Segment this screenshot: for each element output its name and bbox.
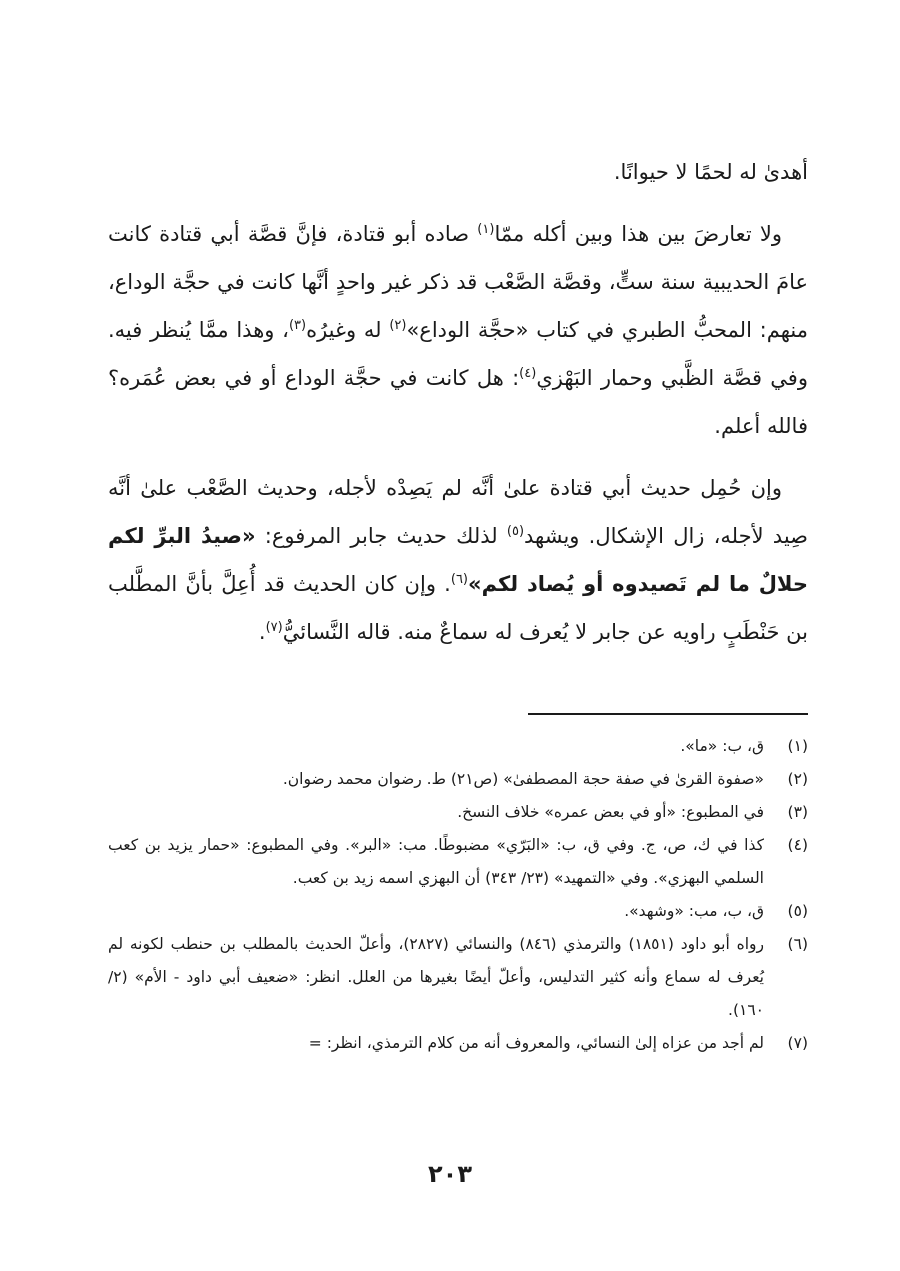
hadith-quote: «صيدُ البرِّ لكم حلالٌ ما لم تَصيدوه أو يُصاد لكم»: [108, 524, 809, 596]
footnote-number: (٣): [787, 803, 808, 821]
footnote-text: «صفوة القرىٰ في صفة حجة المصطفىٰ» (ص٢١) ط. رضوان محمد رضوان.: [282, 770, 764, 788]
footnote-text: في المطبوع: «أو في بعض عمره» خلاف النسخ.: [457, 803, 764, 821]
text-run: ، وهذا ممَّا يُنظر فيه. وفي قصَّة الظَّبي وحمار البَهْزي: [108, 318, 808, 390]
paragraph-2: [108, 210, 808, 450]
paragraph-1: أهدىٰ له لحمًا لا حيوانًا.: [613, 160, 808, 184]
footnote-number: (٤): [787, 836, 808, 854]
footnote-number: (٦): [787, 935, 808, 953]
text-run: ولا تعارضَ بين هذا وبين أكله ممّا: [494, 222, 782, 246]
footnote-item: [108, 730, 808, 763]
footnote-ref-3: (٣): [288, 318, 307, 333]
text-run: لذلك حديث جابر المرفوع:: [255, 524, 507, 548]
footnote-text: كذا في ك، ص، ج. وفي ق، ب: «البَرّي» مضبوطًا. مب: «البر». وفي المطبوع: «حمار يزيد بن كعب السلمي البهزي». وفي «التمهيد» (٢٣/ ٣٤٣) أن البهزي اسمه زيد بن كعب.: [108, 836, 764, 887]
footnote-text: ق، ب، مب: «وشهد».: [624, 902, 764, 920]
footnote-ref-1: (١): [477, 222, 495, 237]
text-run: . وإن كان الحديث قد أُعِلَّ بأنَّ المطَّلب بن حَنْطَبٍ راويه عن جابر لا يُعرف له سماعٌ منه. قاله النَّسائيُّ: [108, 572, 808, 644]
main-text: [108, 148, 808, 670]
text-run: له وغيرُه: [306, 318, 390, 342]
text-run: .: [258, 620, 266, 644]
paragraph-3: [108, 464, 808, 656]
footnotes-list: [108, 730, 808, 1060]
footnote-text: لم أجد من عزاه إلىٰ النسائي، والمعروف أنه من كلام الترمذي، انظر: =: [308, 1034, 764, 1052]
footnote-item: [108, 829, 808, 895]
footnote-number: (٧): [787, 1034, 808, 1052]
footnote-number: (١): [787, 737, 808, 755]
footnote-text: رواه أبو داود (١٨٥١) والترمذي (٨٤٦) والنسائي (٢٨٢٧)، وأعلّ الحديث بالمطلب بن حنطب لكونه لم يُعرف له سماع وأنه كثير التدليس، وأعلّ أيضًا بغيرها من العلل. انظر: «ضعيف أبي داود - الأم» (٢/ ١٦٠).: [108, 935, 764, 1019]
footnote-ref-5: (٥): [506, 524, 525, 539]
text-run: : هل كانت في حجَّة الوداع أو في بعض عُمَره؟ فالله أعلم.: [108, 366, 808, 438]
footnote-ref-2: (٢): [389, 318, 407, 333]
footnote-ref-4: (٤): [519, 366, 537, 381]
footnote-text: ق، ب: «ما».: [680, 737, 764, 755]
text-run: صاده أبو قتادة، فإنَّ قصَّة أبي قتادة كانت عامَ الحديبية سنة ستٍّ، وقصَّة الصَّعْب قد ذكر غير واحدٍ أنَّها كانت في حجَّة الوداع، منهم: المحبُّ الطبري في كتاب «حجَّة الوداع»: [108, 222, 808, 342]
footnote-divider: [528, 713, 808, 715]
text-run: وإن حُمِل حديث أبي قتادة علىٰ أنَّه لم يَصِدْه لأجله، وحديث الصَّعْب علىٰ أنَّه صِيد لأجله، زال الإشكال. ويشهد: [108, 476, 808, 548]
footnote-item: [108, 796, 808, 829]
footnote-ref-6: (٦): [450, 572, 468, 587]
footnote-number: (٢): [787, 770, 808, 788]
footnote-item: [108, 895, 808, 928]
page-number: ٢٠٣: [428, 1160, 472, 1188]
footnote-item: [108, 1027, 808, 1060]
footnote-ref-7: (٧): [265, 620, 283, 635]
footnote-number: (٥): [787, 902, 808, 920]
footnote-item: [108, 928, 808, 1027]
footnote-item: [108, 763, 808, 796]
